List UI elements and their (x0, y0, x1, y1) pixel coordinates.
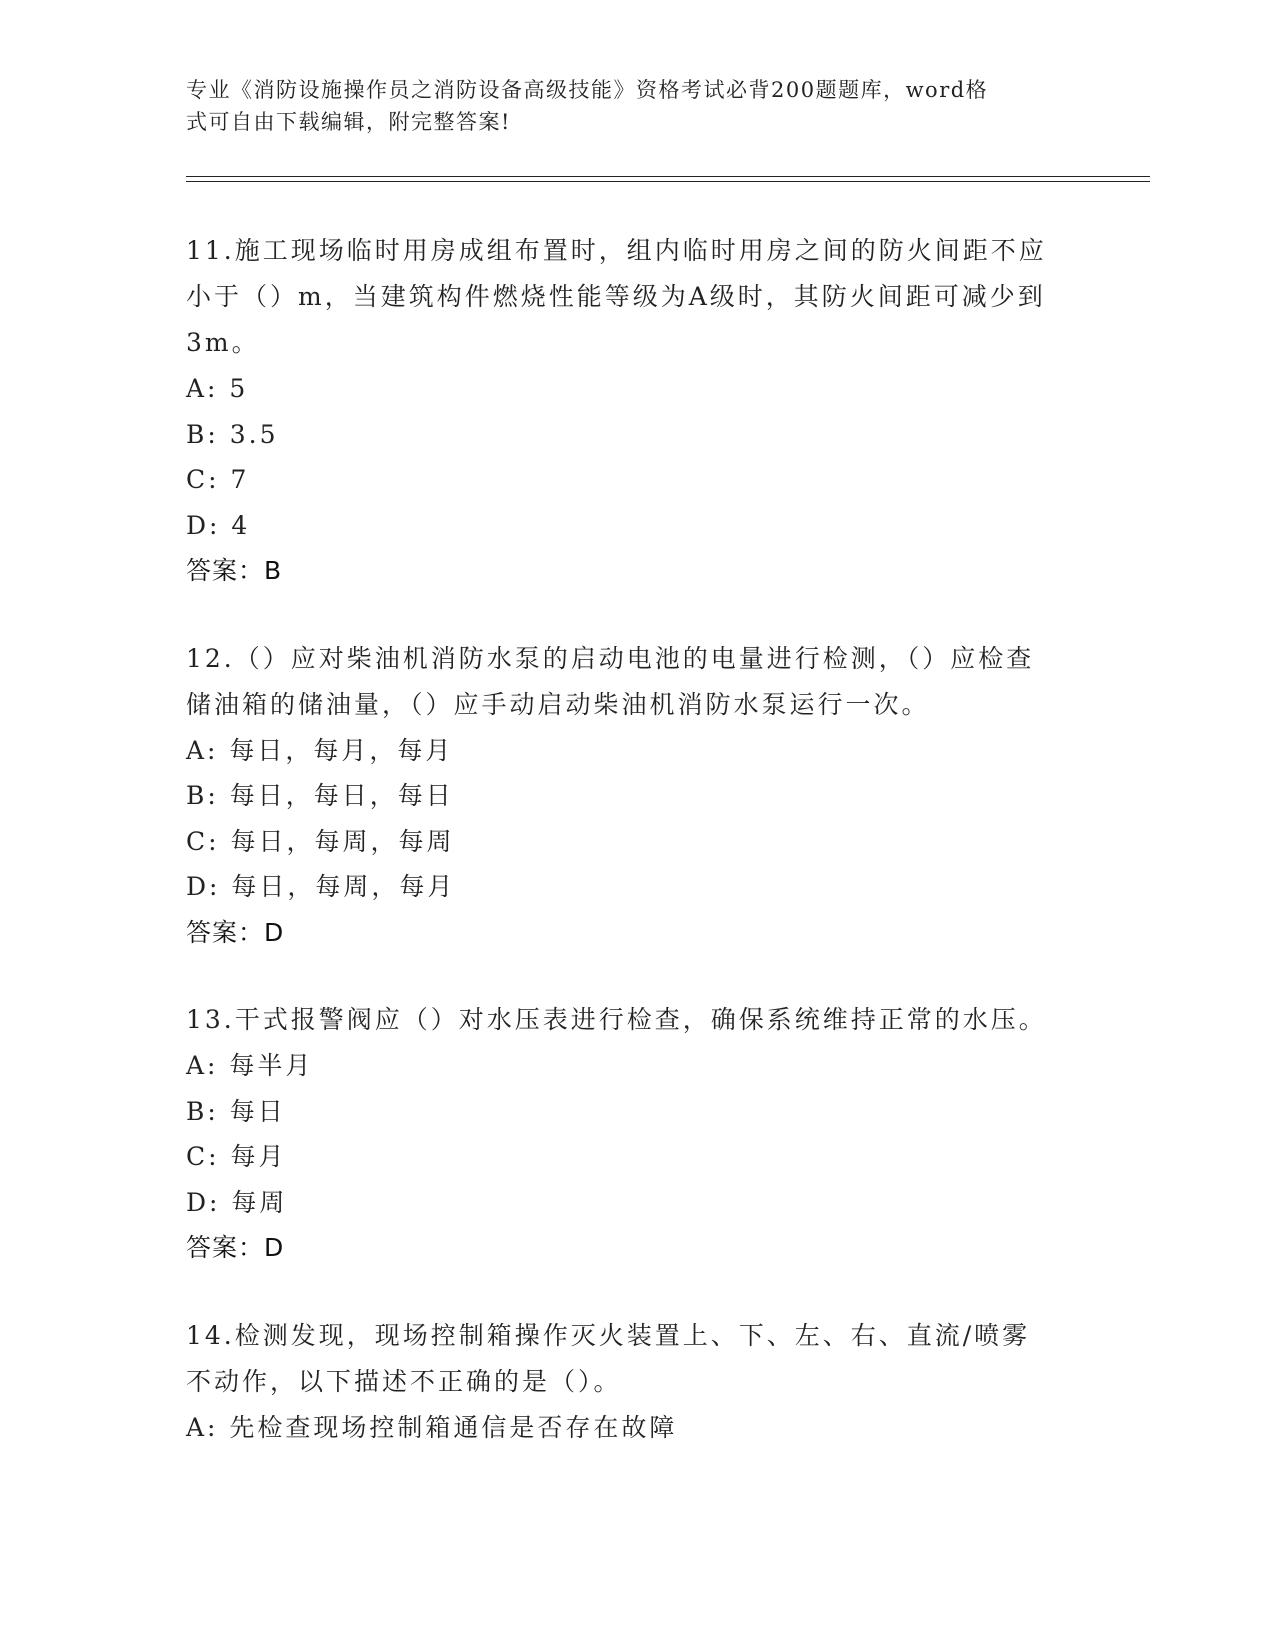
option-b: B: 每日 (186, 1096, 286, 1126)
question-stem-line: 14.检测发现，现场控制箱操作灭火装置上、下、左、右、直流/喷雾 (186, 1320, 1031, 1350)
option-d: D: 4 (186, 510, 251, 540)
question-stem-line: 11.施工现场临时用房成组布置时，组内临时用房之间的防火间距不应 (186, 236, 1047, 265)
question-list (186, 228, 1086, 1492)
option-c: C: 7 (186, 465, 250, 494)
question-11 (186, 228, 1086, 594)
option-d: D: 每周 (186, 1187, 288, 1217)
document-header (186, 74, 1066, 138)
question-stem-line: 不动作，以下描述不正确的是（）。 (186, 1366, 622, 1396)
question-12 (186, 636, 1086, 956)
question-stem-line: 小于（）m，当建筑构件燃烧性能等级为A级时，其防火间距可减少到 (186, 282, 1046, 311)
option-d: D: 每日，每周，每月 (186, 872, 456, 901)
question-14 (186, 1313, 1086, 1451)
question-stem-line: 储油箱的储油量，（）应手动启动柴油机消防水泵运行一次。 (186, 689, 930, 719)
header-title-line-1: 专业《消防设施操作员之消防设备高级技能》资格考试必背200题题库，word格 (186, 78, 989, 102)
question-stem-line: 13.干式报警阀应（）对水压表进行检查，确保系统维持正常的水压。 (186, 1005, 1047, 1034)
option-b: B: 每日，每日，每日 (186, 781, 454, 810)
option-a: A: 每日，每月，每月 (186, 735, 454, 765)
option-b: B: 3.5 (186, 419, 279, 449)
answer-line: 答案：B (186, 556, 283, 585)
option-c: C: 每月 (186, 1142, 287, 1171)
header-title-line-2: 式可自由下载编辑，附完整答案! (186, 110, 511, 134)
question-13 (186, 997, 1086, 1271)
answer-line: 答案：D (186, 1233, 285, 1262)
question-stem-line: 12.（）应对柴油机消防水泵的启动电池的电量进行检测，（）应检查 (186, 643, 1035, 673)
option-c: C: 每日，每周，每周 (186, 826, 455, 856)
answer-line: 答案：D (186, 917, 285, 947)
option-a: A: 5 (186, 374, 249, 403)
header-divider (186, 176, 1150, 182)
option-a: A: 每半月 (186, 1051, 314, 1080)
question-stem-line: 3m。 (186, 328, 260, 357)
option-a: A: 先检查现场控制箱通信是否存在故障 (186, 1412, 678, 1442)
